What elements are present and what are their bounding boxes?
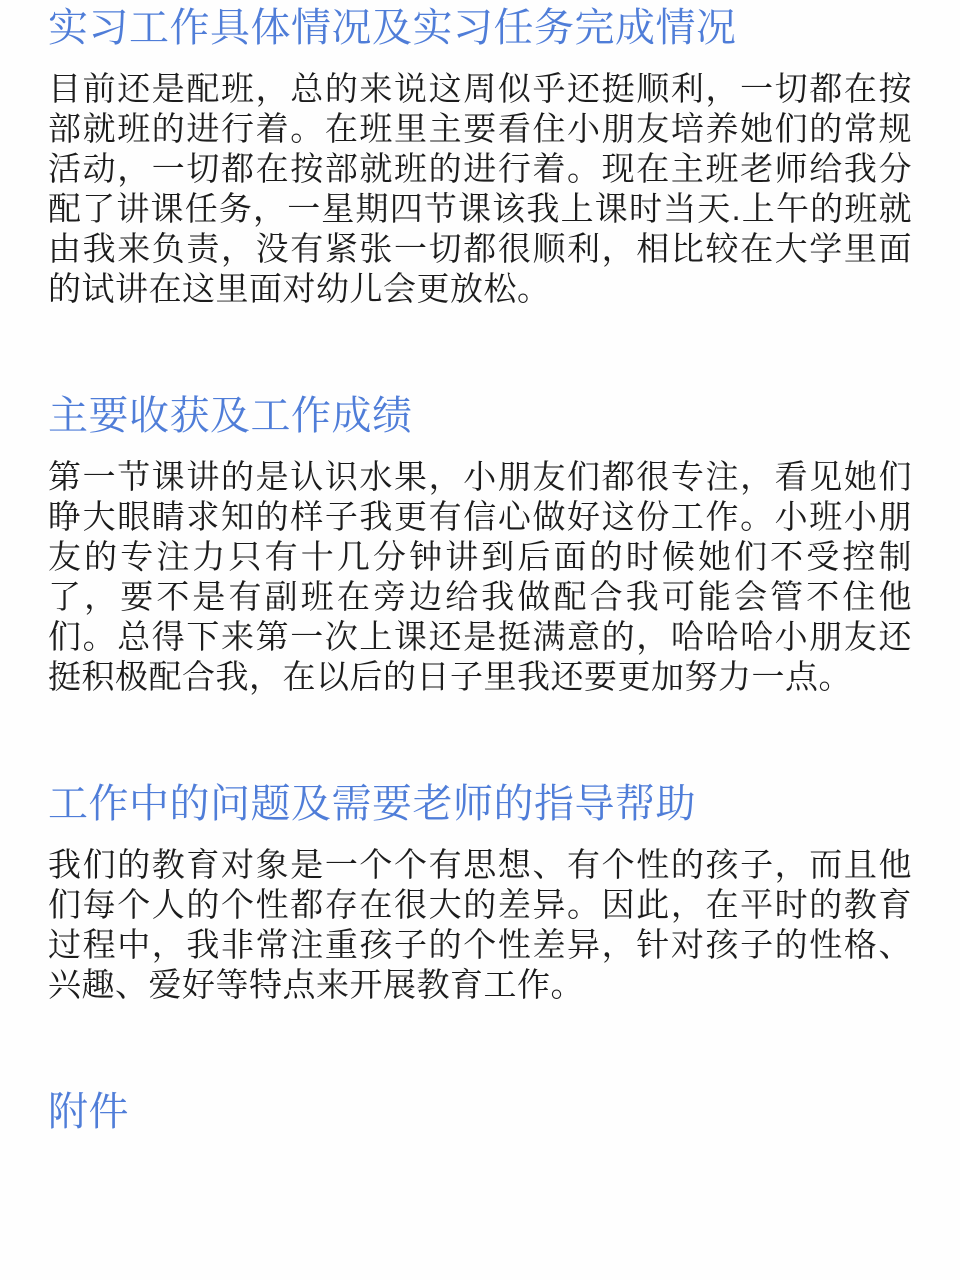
section-main-gains — [48, 392, 912, 697]
section-title-problems-guidance: 工作中的问题及需要老师的指导帮助 — [48, 782, 696, 826]
section-title-attachment: 附件 — [48, 1090, 129, 1134]
section-attachment — [48, 1088, 912, 1136]
section-body-internship-work-status: 目前还是配班，总的来说这周似乎还挺顺利，一切都在按部就班的进行着。在班里主要看住小朋友培养她们的常规活动，一切都在按部就班的进行着。现在主班老师给我分配了讲课任务，一星期四节课该我上课时当天.上午的班就由我来负责，没有紧张一切都很顺利，相比较在大学里面的试讲在这里面对幼儿会更放松。 — [48, 70, 912, 307]
section-internship-work-status — [48, 4, 912, 309]
section-body-problems-guidance: 我们的教育对象是一个个有思想、有个性的孩子，而且他们每个人的个性都存在很大的差异。因此，在平时的教育过程中，我非常注重孩子的个性差异，针对孩子的性格、兴趣、爱好等特点来开展教育工作。 — [48, 846, 912, 1003]
section-problems-guidance — [48, 780, 912, 1005]
section-title-main-gains: 主要收获及工作成绩 — [48, 394, 413, 438]
section-body-main-gains: 第一节课讲的是认识水果，小朋友们都很专注，看见她们睁大眼睛求知的样子我更有信心做好这份工作。小班小朋友的专注力只有十几分钟讲到后面的时候她们不受控制了，要不是有副班在旁边给我做配合我可能会管不住他们。总得下来第一次上课还是挺满意的，哈哈哈小朋友还挺积极配合我，在以后的日子里我还要更加努力一点。 — [48, 458, 912, 695]
section-title-internship-work-status: 实习工作具体情况及实习任务完成情况 — [48, 6, 737, 50]
